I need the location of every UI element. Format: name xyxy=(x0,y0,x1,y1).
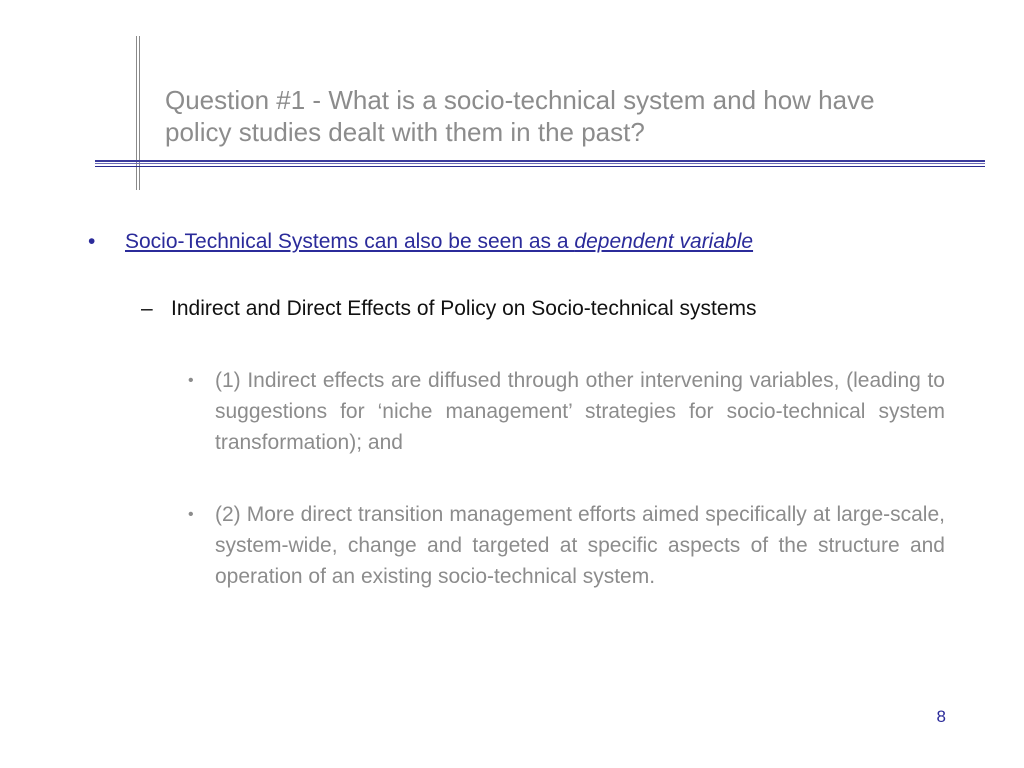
dash-marker: – xyxy=(141,297,153,320)
title-underline xyxy=(95,163,985,164)
title-underline xyxy=(95,166,985,167)
bullet-marker: • xyxy=(188,372,194,389)
subsubbullet-text: (1) Indirect effects are diffused through other intervening variables, (leading to suggestions for ‘niche management’ strategies for socio-technical system transformation); and xyxy=(215,369,945,454)
bullet-link[interactable] xyxy=(125,228,753,256)
subsubbullet-text: (2) More direct transition management efforts aimed specifically at large-scale, system-wide, change and targeted at specific aspects of the structure and operation of an existing socio-technical system. xyxy=(215,503,945,588)
slide-title: Question #1 - What is a socio-technical system and how have policy studies dealt with them in the past? xyxy=(165,85,875,147)
title-underline xyxy=(95,160,985,162)
bullet-text-italic: dependent variable xyxy=(574,230,754,253)
bullet-marker: • xyxy=(88,230,96,253)
bullet-marker: • xyxy=(188,506,194,523)
subbullet-text: Indirect and Direct Effects of Policy on Socio-technical systems xyxy=(171,297,757,320)
bullet-text-main: Socio-Technical Systems can also be seen as a xyxy=(125,230,575,253)
page-number: 8 xyxy=(936,707,946,726)
